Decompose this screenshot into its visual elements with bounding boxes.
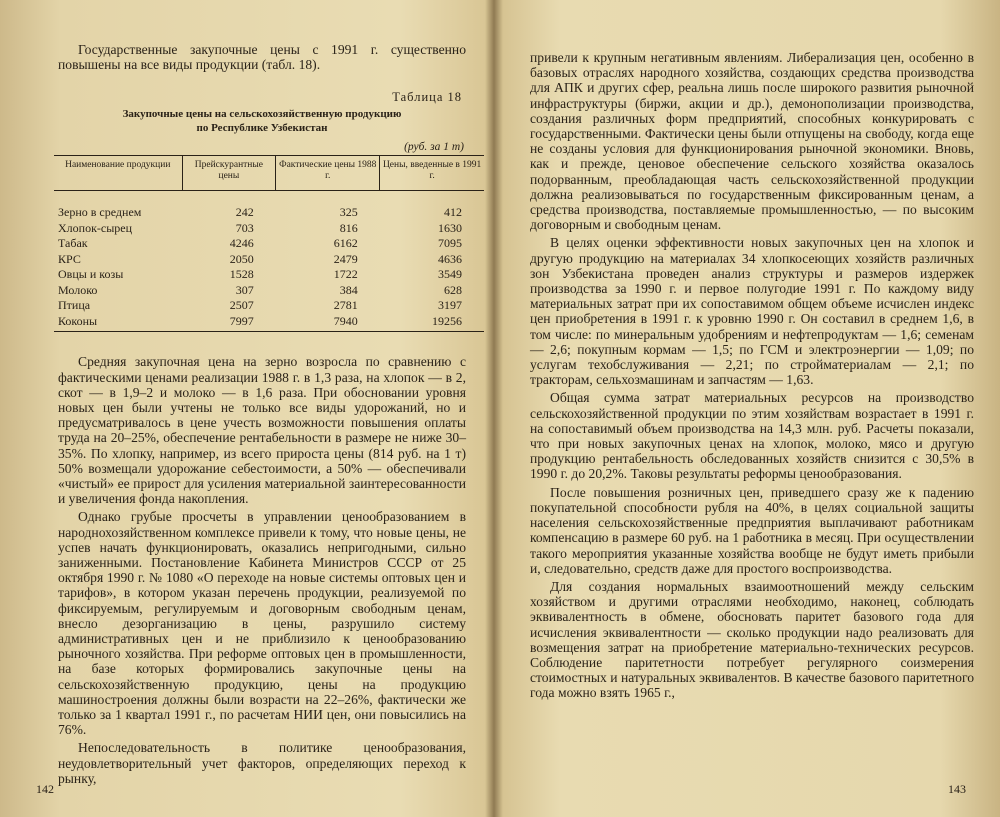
cell-value: 412 <box>444 205 462 220</box>
cell-value: 325 <box>339 205 358 220</box>
header-product: Наименование продукции <box>54 156 182 191</box>
table-row <box>54 252 484 268</box>
cell-value: 703 <box>235 220 254 235</box>
cell-value: 19256 <box>380 314 484 332</box>
table-header-row <box>54 156 484 191</box>
cell-value: 2479 <box>333 251 358 266</box>
cell-value: 7940 <box>276 314 380 332</box>
table-title-line1: Закупочные цены на сельскохозяйственную продукцию <box>122 108 402 121</box>
body-paragraph: Для создания нормальных взаимоотношений между сельским хозяйством и другими отраслями необходимо, наконец, соблюдать эквивалентность в обмене, обосновать паритет базового года для исчисления эквивалентности — сколько продукции надо реализовать для возмещения затрат на приобретение материально-технических ресурсов. Соблюдение паритетности потребует регулярного соизмерения стоимостных и натуральных эквивалентов. В качестве базового паритетного года можно взять 1965 г., <box>530 578 974 701</box>
price-table <box>54 155 484 332</box>
table-row <box>54 236 484 252</box>
body-paragraph: Однако грубые просчеты в управлении ценообразованием в народнохозяйственном комплексе привели к тому, что новые цены, не успев начать функционировать, оказались непригодными, сильно заниженными. Постановление Кабинета Министров СССР от 25 октября 1990 г. № 1080 «О переходе на новые системы оптовых цен и тарифов», в котором указан перечень продукции, реализуемой по фиксируемым, регулируемым и договорным свободным ценам, внесло дезорганизацию в цены, разрушило систему административных цен и не приблизило к ценообразованию рыночного хозяйства. При реформе оптовых цен в промышленности, на базе которых формировались закупочные цены на сельскохозяйственную продукцию, цены на продукцию машиностроения должны были возрасти на 22–26%, фактически же только за 1 квартал 1991 г., по расчетам НИИ цен, они повысились на 76%. <box>58 509 466 738</box>
header-price-1991: Цены, введенные в 1991 г. <box>380 156 484 191</box>
cell-value: 6162 <box>333 236 358 251</box>
table-title-line2: по Республике Узбекистан <box>196 122 328 135</box>
cell-product: Коконы <box>54 314 182 332</box>
cell-value: 1528 <box>229 267 254 282</box>
page-number-right: 143 <box>948 782 966 796</box>
body-paragraph: Общая сумма затрат материальных ресурсов на производство сельскохозяйственной продукции по этим хозяйствам возрастает в 1991 г. на сопоставимый объем производства на 14,3 млн. руб. Расчеты показали, что при новых закупочных ценах на хлопок, молоко, мясо и другую продукцию рентабельность обследованных хозяйств снизится с 30,5% в 1990 г. до 20,2%. Таковы результаты реформы ценообразования. <box>530 390 974 482</box>
cell-product: Табак <box>58 236 88 251</box>
cell-value: 2781 <box>333 298 358 313</box>
table-row <box>54 283 484 299</box>
table-row <box>54 314 484 332</box>
cell-value: 4636 <box>438 251 462 266</box>
table-row <box>54 221 484 237</box>
header-actual-1988: Фактические цены 1988 г. <box>276 156 380 191</box>
body-paragraph: привели к крупным негативным явлениям. Либерализация цен, особенно в базовых отраслях народного хозяйства, создающих средства производства для АПК и других сфер, реальна лишь после широкого развития рыночной инфраструктуры (биржи, акции и др.), демонополизации производства, создания различных форм предприятий, способных конкурировать с государственными. Фактически цены были отпущены на свободу, когда еще не созданы условия для функционирования рыночной экономики. Вновь, как и прежде, ценовое обеспечение сельского хозяйства оказалось подорванным, преобладающая часть сельскохозяйственной продукции должна реализовываться по государственным фиксированным ценам, а средства производства, поставляемые промышленностью, — по высоким договорным и свободным ценам. <box>530 50 974 233</box>
table-row <box>54 191 484 221</box>
cell-value: 7997 <box>182 314 276 332</box>
body-paragraph: Средняя закупочная цена на зерно возросла по сравнению с фактическими ценами реализации 1988 г. в 1,3 раза, на хлопок — в 2, скот — в 1,9–2 и молоко — в 1,6 раза. При обосновании уровня новых цен были учтены не только все виды удорожаний, но и предусматривалось в цене учесть возможности повышения оплаты труда на 20–25%, обеспечение рентабельности в размере не ниже 30–35%. По хлопку, например, из всего прироста цены (814 руб. на 1 т) 50% возмещали удорожание себестоимости, а 50% — обеспечивали «чистый» ее прирост для усиления материальной заинтересованности и увеличения фонда накопления. <box>58 354 466 507</box>
table-number: Таблица 18 <box>392 90 462 105</box>
cell-value: 628 <box>444 282 462 297</box>
table-row <box>54 298 484 314</box>
cell-product: Птица <box>58 298 91 313</box>
body-paragraph: После повышения розничных цен, приведшего сразу же к падению покупательной способности рубля на 40%, в целях социальной защиты населения сельскохозяйственные предприятия выплачивают работникам компенсацию в размере 60 руб. на 1 работника в месяц. При осуществлении такого мероприятия указанные хозяйства вообще не будут иметь прибыли и, следовательно, средств даже для простого воспроизводства. <box>530 484 974 576</box>
left-page <box>0 0 490 817</box>
cell-product: Хлопок-сырец <box>58 220 133 235</box>
cell-value: 307 <box>235 282 254 297</box>
cell-value: 4246 <box>229 236 254 251</box>
table-unit: (руб. за 1 т) <box>404 141 464 154</box>
intro-paragraph: Государственные закупочные цены с 1991 г. существенно повышены на все виды продукции (табл. 18). <box>58 42 466 73</box>
table-row <box>54 267 484 283</box>
cell-product: Молоко <box>58 282 98 297</box>
cell-value: 3549 <box>438 267 462 282</box>
header-list-price: Прейскурантные цены <box>182 156 276 191</box>
page-number-left: 142 <box>36 782 54 796</box>
right-page <box>500 0 1000 817</box>
cell-product: КРС <box>58 251 81 266</box>
cell-value: 2050 <box>229 251 254 266</box>
body-paragraph: Непоследовательность в политике ценообразования, неудовлетворительный учет факторов, определяющих переход к рынку, <box>58 740 466 786</box>
cell-value: 816 <box>339 220 358 235</box>
cell-value: 7095 <box>438 236 462 251</box>
cell-value: 242 <box>235 205 254 220</box>
cell-product: Овцы и козы <box>58 267 124 282</box>
body-paragraph: В целях оценки эффективности новых закупочных цен на хлопок и другую продукцию на материалах 34 хлопкосеющих хозяйств различных зон Узбекистана проведен анализ структуры и размеров издержек производства за 1990 г. и первое полугодие 1991 г. По каждому виду материальных затрат при их сопоставимом общем объеме исчислен индекс цен приобретения в 1991 г. к уровню 1990 г. Он составил в среднем 1,6, в том числе: по минеральным удобрениям и нефтепродуктам — 1,6; семенам — 2,6; покупным кормам — 1,5; по ГСМ и электроэнергии — 1,09; по услугам техобслуживания — 2,21; по стройматериалам — 2,1; по тракторам, сельхозмашинам и запчастям — 1,63. <box>530 235 974 388</box>
cell-product: Зерно в среднем <box>58 205 142 220</box>
cell-value: 2507 <box>229 298 254 313</box>
cell-value: 1722 <box>333 267 358 282</box>
cell-value: 3197 <box>438 298 462 313</box>
table-title <box>58 107 466 135</box>
cell-value: 384 <box>339 282 358 297</box>
cell-value: 1630 <box>438 220 462 235</box>
